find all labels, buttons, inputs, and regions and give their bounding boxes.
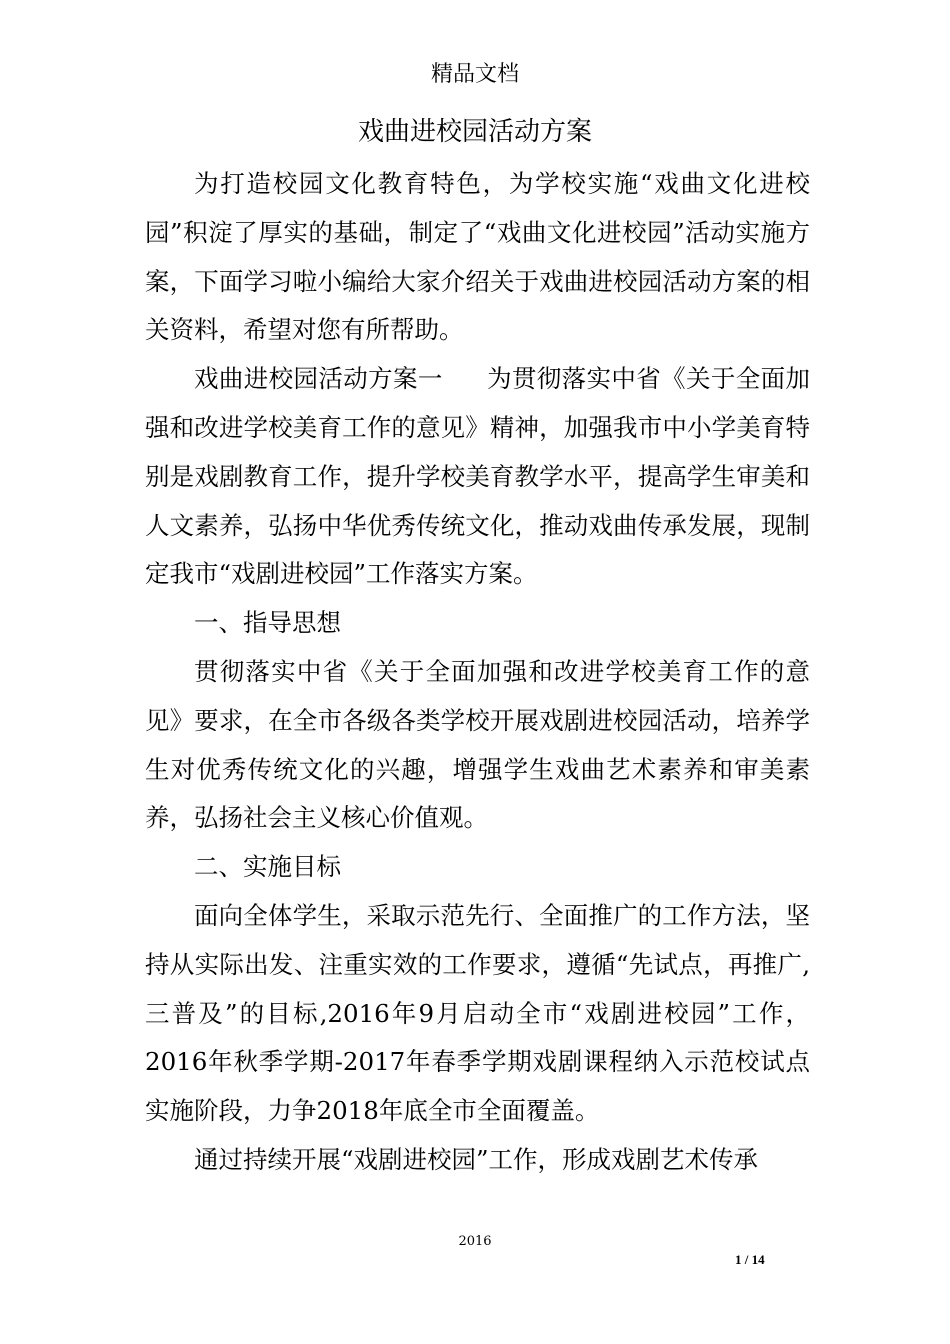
plan-one-label: 戏曲进校园活动方案一: [194, 364, 443, 394]
document-title: 戏曲进校园活动方案: [357, 117, 592, 147]
footer-year: 2016: [458, 1234, 492, 1249]
section2-continuation: 通过持续开展“戏剧进校园”工作，形成戏剧艺术传承: [194, 1144, 759, 1174]
section1-heading: 一、指导思想: [194, 608, 341, 638]
plan-one-paragraph: [145, 355, 810, 599]
document-body: [145, 160, 810, 1185]
page-number: 1 / 14: [735, 1252, 765, 1267]
document-header: 精品文档: [430, 62, 519, 87]
section2-paragraph: 面向全体学生，采取示范先行、全面推广的工作方法，坚持从实际出发、注重实效的工作要求，遵循“先试点，再推广,三普及”的目标,2016年9月启动全市“戏剧进校园”工作，2016年秋季学期-2017年春季学期戏剧课程纳入示范校试点实施阶段，力争2018年底全市全面覆盖。: [145, 900, 810, 1126]
section2-heading: 二、实施目标: [194, 852, 341, 882]
section1-paragraph: 贯彻落实中省《关于全面加强和改进学校美育工作的意见》要求，在全市各级各类学校开展戏剧进校园活动，培养学生对优秀传统文化的兴趣，增强学生戏曲艺术素养和审美素养，弘扬社会主义核心价值观。: [145, 656, 810, 833]
plan-one-text: 为贯彻落实中省《关于全面加强和改进学校美育工作的意见》精神，加强我市中小学美育特别是戏剧教育工作，提升学校美育教学水平，提高学生审美和人文素养，弘扬中华优秀传统文化，推动戏曲传承发展，现制定我市“戏剧进校园”工作落实方案。: [145, 364, 811, 589]
intro-paragraph: 为打造校园文化教育特色，为学校实施“戏曲文化进校园”积淀了厚实的基础，制定了“戏曲文化进校园”活动实施方案，下面学习啦小编给大家介绍关于戏曲进校园活动方案的相关资料，希望对您有所帮助。: [145, 169, 810, 345]
